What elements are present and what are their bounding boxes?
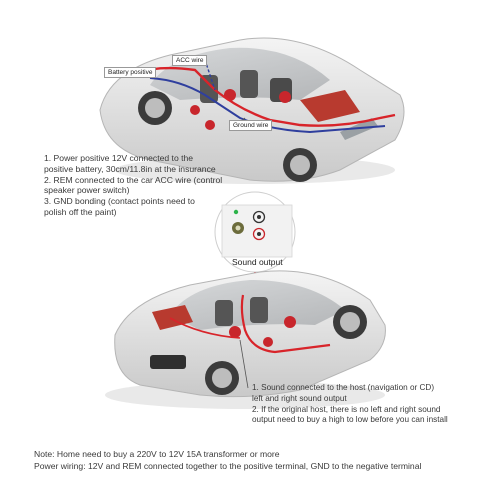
instruction-line: speaker power switch) xyxy=(44,185,130,196)
sound-instructions xyxy=(252,383,448,426)
seat-icon xyxy=(215,300,233,326)
instruction-line: 2. If the original host, there is no left and right sound xyxy=(252,404,441,414)
sound-output-label: Sound output xyxy=(232,257,283,267)
instruction-line: 3. GND bonding (contact points need to xyxy=(44,196,195,207)
speaker-icon xyxy=(229,326,241,338)
speaker-icon xyxy=(284,316,296,328)
seat-icon xyxy=(240,70,258,98)
acc-wire-label: ACC wire xyxy=(172,55,207,66)
battery-positive-label: Battery positive xyxy=(104,67,156,78)
instruction-line: 2. REM connected to the car ACC wire (control xyxy=(44,174,223,185)
speaker-icon xyxy=(190,105,200,115)
speaker-icon xyxy=(263,337,273,347)
instruction-line: left and right sound output xyxy=(252,393,347,403)
power-instructions xyxy=(44,153,222,218)
note-line: Power wiring: 12V and REM connected together to the positive terminal, GND to the negative terminal xyxy=(34,461,422,471)
notes xyxy=(34,448,421,472)
speaker-icon xyxy=(205,120,215,130)
instruction-line: 1. Sound connected to the host (navigation or CD) xyxy=(252,383,435,392)
speaker-icon xyxy=(279,91,291,103)
note-line: Note: Home need to buy a 220V to 12V 15A transformer or more xyxy=(34,449,280,459)
instruction-line: 1. Power positive 12V connected to the xyxy=(44,153,194,163)
seat-icon xyxy=(250,297,268,323)
instruction-line: positive battery, 30cm/11.8in at the insurance xyxy=(44,163,216,174)
instruction-line: output need to buy a high to low before you can install xyxy=(252,415,448,425)
ground-wire-label: Ground wire xyxy=(229,120,272,131)
instruction-line: polish off the paint) xyxy=(44,206,117,217)
